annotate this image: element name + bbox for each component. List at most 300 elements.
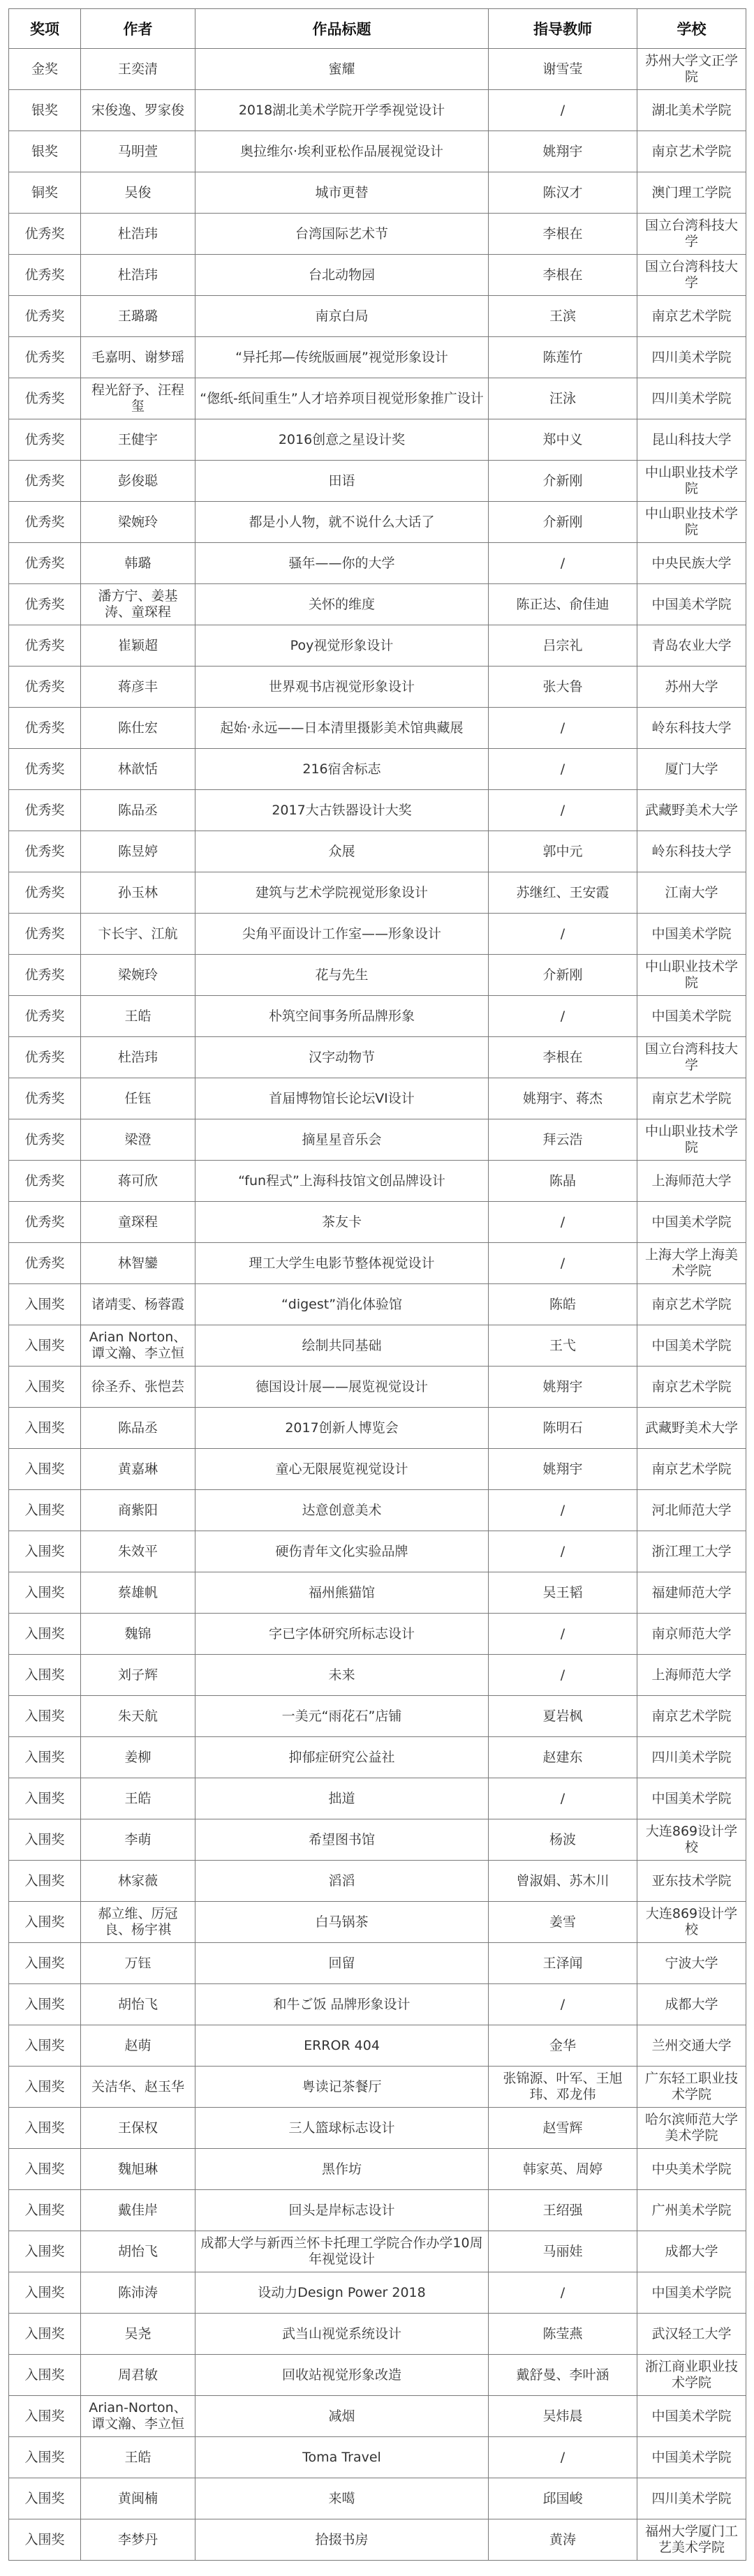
- cell-author: 关洁华、赵玉华: [81, 2067, 195, 2108]
- cell-award: 入围奖: [9, 1531, 81, 1572]
- cell-instructor: 陈皓: [489, 1284, 637, 1325]
- table-row: [9, 255, 746, 296]
- table-row: [9, 1408, 746, 1449]
- cell-instructor: 王泽闻: [489, 1943, 637, 1984]
- cell-school: 中国美术学院: [637, 1778, 746, 1819]
- table-row: [9, 543, 746, 584]
- header-row: [9, 9, 746, 49]
- cell-author: 梁婉玲: [81, 955, 195, 996]
- cell-instructor: 夏岩枫: [489, 1696, 637, 1737]
- header-work-title: 作品标题: [195, 9, 489, 49]
- cell-school: 南京师范大学: [637, 1614, 746, 1655]
- cell-author: 姜柳: [81, 1737, 195, 1778]
- cell-work-title: 骚年——你的大学: [195, 543, 489, 584]
- cell-work-title: 理工大学生电影节整体视觉设计: [195, 1243, 489, 1284]
- cell-school: 昆山科技大学: [637, 419, 746, 461]
- cell-instructor: /: [489, 996, 637, 1037]
- cell-work-title: 汉字动物节: [195, 1037, 489, 1078]
- cell-work-title: 成都大学与新西兰怀卡托理工学院合作办学10周年视觉设计: [195, 2231, 489, 2272]
- cell-instructor: /: [489, 1531, 637, 1572]
- table-row: [9, 2231, 746, 2272]
- cell-work-title: 童心无限展览视觉设计: [195, 1449, 489, 1490]
- cell-author: 黄闽楠: [81, 2478, 195, 2519]
- cell-work-title: 希望图书馆: [195, 1819, 489, 1861]
- cell-award: 入围奖: [9, 1572, 81, 1614]
- table-row: [9, 2519, 746, 2561]
- table-row: [9, 378, 746, 419]
- cell-author: 李萌: [81, 1819, 195, 1861]
- cell-award: 入围奖: [9, 1325, 81, 1367]
- cell-work-title: 设动力Design Power 2018: [195, 2272, 489, 2314]
- cell-school: 福建师范大学: [637, 1572, 746, 1614]
- cell-author: 吴尧: [81, 2314, 195, 2355]
- cell-school: 国立台湾科技大学: [637, 214, 746, 255]
- cell-school: 中山职业技术学院: [637, 955, 746, 996]
- cell-work-title: “偬纸-纸间重生”人才培养项目视觉形象推广设计: [195, 378, 489, 419]
- cell-work-title: 台北动物园: [195, 255, 489, 296]
- cell-instructor: 拜云浩: [489, 1119, 637, 1161]
- header-award: 奖项: [9, 9, 81, 49]
- cell-instructor: 金华: [489, 2025, 637, 2067]
- cell-work-title: 绘制共同基础: [195, 1325, 489, 1367]
- cell-school: 河北师范大学: [637, 1490, 746, 1531]
- cell-work-title: 2017创新人博览会: [195, 1408, 489, 1449]
- cell-school: 南京艺术学院: [637, 131, 746, 172]
- cell-instructor: 吕宗礼: [489, 625, 637, 667]
- cell-author: 卞长宇、江航: [81, 914, 195, 955]
- cell-author: 任钰: [81, 1078, 195, 1119]
- cell-author: 陈昱婷: [81, 831, 195, 872]
- cell-school: 浙江理工大学: [637, 1531, 746, 1572]
- table-row: [9, 872, 746, 914]
- cell-award: 入围奖: [9, 1367, 81, 1408]
- cell-award: 入围奖: [9, 2437, 81, 2478]
- table-row: [9, 1655, 746, 1696]
- cell-author: 万钰: [81, 1943, 195, 1984]
- cell-work-title: 首届博物馆长论坛VI设计: [195, 1078, 489, 1119]
- cell-work-title: 白马锅茶: [195, 1902, 489, 1943]
- cell-instructor: 陈莲竹: [489, 337, 637, 378]
- table-row: [9, 1243, 746, 1284]
- cell-instructor: 姚翔宇: [489, 1449, 637, 1490]
- cell-award: 优秀奖: [9, 461, 81, 502]
- cell-instructor: 汪泳: [489, 378, 637, 419]
- cell-school: 上海大学上海美术学院: [637, 1243, 746, 1284]
- cell-work-title: 三人篮球标志设计: [195, 2108, 489, 2149]
- cell-instructor: 姚翔宇: [489, 131, 637, 172]
- cell-award: 优秀奖: [9, 584, 81, 625]
- cell-award: 优秀奖: [9, 502, 81, 543]
- cell-award: 金奖: [9, 49, 81, 90]
- table-row: [9, 296, 746, 337]
- cell-work-title: 字已字体研究所标志设计: [195, 1614, 489, 1655]
- cell-instructor: 黄涛: [489, 2519, 637, 2561]
- cell-school: 宁波大学: [637, 1943, 746, 1984]
- cell-instructor: /: [489, 790, 637, 831]
- cell-work-title: 世界观书店视觉形象设计: [195, 667, 489, 708]
- cell-school: 中国美术学院: [637, 584, 746, 625]
- table-row: [9, 1819, 746, 1861]
- cell-instructor: 马丽娃: [489, 2231, 637, 2272]
- cell-work-title: “digest”消化体验馆: [195, 1284, 489, 1325]
- table-row: [9, 1531, 746, 1572]
- cell-instructor: 介新刚: [489, 461, 637, 502]
- cell-school: 厦门大学: [637, 749, 746, 790]
- cell-award: 优秀奖: [9, 749, 81, 790]
- cell-award: 入围奖: [9, 2314, 81, 2355]
- cell-award: 入围奖: [9, 2396, 81, 2437]
- cell-work-title: 黑作坊: [195, 2149, 489, 2190]
- cell-instructor: 姚翔宇: [489, 1367, 637, 1408]
- cell-school: 江南大学: [637, 872, 746, 914]
- cell-school: 中国美术学院: [637, 2396, 746, 2437]
- cell-author: 朱效平: [81, 1531, 195, 1572]
- cell-work-title: 德国设计展——展览视觉设计: [195, 1367, 489, 1408]
- cell-award: 优秀奖: [9, 296, 81, 337]
- cell-school: 中国美术学院: [637, 2437, 746, 2478]
- cell-school: 中央美术学院: [637, 2149, 746, 2190]
- cell-author: 林家薇: [81, 1861, 195, 1902]
- cell-award: 优秀奖: [9, 1119, 81, 1161]
- cell-author: 杜浩玮: [81, 214, 195, 255]
- table-row: [9, 1119, 746, 1161]
- cell-author: 陈品丞: [81, 1408, 195, 1449]
- cell-school: 四川美术学院: [637, 1737, 746, 1778]
- cell-award: 优秀奖: [9, 955, 81, 996]
- cell-school: 湖北美术学院: [637, 90, 746, 131]
- cell-author: 梁澄: [81, 1119, 195, 1161]
- cell-school: 广州美术学院: [637, 2190, 746, 2231]
- cell-work-title: 茶友卡: [195, 1202, 489, 1243]
- cell-work-title: 建筑与艺术学院视觉形象设计: [195, 872, 489, 914]
- cell-instructor: 戴舒曼、李叶涵: [489, 2355, 637, 2396]
- table-row: [9, 131, 746, 172]
- cell-school: 福州大学厦门工艺美术学院: [637, 2519, 746, 2561]
- cell-work-title: 和牛ご饭 品牌形象设计: [195, 1984, 489, 2025]
- cell-award: 入围奖: [9, 1614, 81, 1655]
- cell-work-title: 硬伤青年文化实验品牌: [195, 1531, 489, 1572]
- cell-school: 中山职业技术学院: [637, 1119, 746, 1161]
- cell-instructor: 姜雪: [489, 1902, 637, 1943]
- cell-author: 林歆恬: [81, 749, 195, 790]
- table-row: [9, 625, 746, 667]
- cell-instructor: /: [489, 1984, 637, 2025]
- cell-award: 优秀奖: [9, 337, 81, 378]
- cell-award: 入围奖: [9, 1696, 81, 1737]
- cell-author: 胡怡飞: [81, 1984, 195, 2025]
- table-row: [9, 1614, 746, 1655]
- cell-author: 林智鑾: [81, 1243, 195, 1284]
- cell-instructor: /: [489, 1490, 637, 1531]
- cell-school: 成都大学: [637, 2231, 746, 2272]
- cell-author: 崔颖超: [81, 625, 195, 667]
- cell-school: 四川美术学院: [637, 378, 746, 419]
- cell-author: 朱天航: [81, 1696, 195, 1737]
- cell-instructor: /: [489, 1243, 637, 1284]
- cell-instructor: 陈汉才: [489, 172, 637, 214]
- cell-award: 入围奖: [9, 1490, 81, 1531]
- cell-award: 入围奖: [9, 1819, 81, 1861]
- cell-work-title: 抑郁症研究公益社: [195, 1737, 489, 1778]
- table-row: [9, 584, 746, 625]
- cell-school: 南京艺术学院: [637, 1078, 746, 1119]
- cell-award: 入围奖: [9, 2272, 81, 2314]
- cell-instructor: 李根在: [489, 214, 637, 255]
- table-row: [9, 1490, 746, 1531]
- table-row: [9, 49, 746, 90]
- table-row: [9, 1696, 746, 1737]
- table-header: [9, 9, 746, 49]
- cell-author: 梁婉玲: [81, 502, 195, 543]
- cell-school: 中央民族大学: [637, 543, 746, 584]
- cell-instructor: 陈晶: [489, 1161, 637, 1202]
- cell-award: 银奖: [9, 90, 81, 131]
- table-row: [9, 831, 746, 872]
- cell-work-title: 拙道: [195, 1778, 489, 1819]
- cell-instructor: /: [489, 1614, 637, 1655]
- cell-award: 入围奖: [9, 2067, 81, 2108]
- cell-school: 武汉轻工大学: [637, 2314, 746, 2355]
- cell-award: 入围奖: [9, 2519, 81, 2561]
- table-row: [9, 2314, 746, 2355]
- cell-work-title: 2018湖北美术学院开学季视觉设计: [195, 90, 489, 131]
- cell-instructor: /: [489, 1778, 637, 1819]
- cell-award: 入围奖: [9, 2190, 81, 2231]
- table-row: [9, 1325, 746, 1367]
- cell-author: 王璐璐: [81, 296, 195, 337]
- table-row: [9, 461, 746, 502]
- cell-work-title: 南京白局: [195, 296, 489, 337]
- cell-school: 中国美术学院: [637, 1202, 746, 1243]
- cell-school: 成都大学: [637, 1984, 746, 2025]
- cell-award: 入围奖: [9, 1943, 81, 1984]
- cell-school: 南京艺术学院: [637, 1449, 746, 1490]
- cell-award: 优秀奖: [9, 831, 81, 872]
- cell-author: 戴佳岸: [81, 2190, 195, 2231]
- table-row: [9, 2108, 746, 2149]
- cell-work-title: 朴筑空间事务所品牌形象: [195, 996, 489, 1037]
- table-row: [9, 1078, 746, 1119]
- cell-school: 国立台湾科技大学: [637, 255, 746, 296]
- table-row: [9, 708, 746, 749]
- cell-work-title: 2017大古铁器设计大奖: [195, 790, 489, 831]
- cell-school: 四川美术学院: [637, 2478, 746, 2519]
- cell-work-title: 回头是岸标志设计: [195, 2190, 489, 2231]
- cell-instructor: 陈正达、俞佳迪: [489, 584, 637, 625]
- cell-award: 优秀奖: [9, 1161, 81, 1202]
- table-row: [9, 2190, 746, 2231]
- cell-award: 入围奖: [9, 1449, 81, 1490]
- cell-school: 国立台湾科技大学: [637, 1037, 746, 1078]
- table-row: [9, 90, 746, 131]
- cell-award: 优秀奖: [9, 996, 81, 1037]
- cell-work-title: 回留: [195, 1943, 489, 1984]
- table-row: [9, 2396, 746, 2437]
- cell-instructor: 王滨: [489, 296, 637, 337]
- cell-author: 刘子辉: [81, 1655, 195, 1696]
- cell-award: 优秀奖: [9, 543, 81, 584]
- cell-instructor: /: [489, 1202, 637, 1243]
- table-row: [9, 172, 746, 214]
- cell-author: 周君敏: [81, 2355, 195, 2396]
- cell-work-title: 奥拉维尔·埃利亚松作品展视觉设计: [195, 131, 489, 172]
- cell-work-title: 众展: [195, 831, 489, 872]
- cell-instructor: 介新刚: [489, 955, 637, 996]
- table-row: [9, 914, 746, 955]
- cell-award: 优秀奖: [9, 419, 81, 461]
- cell-award: 入围奖: [9, 1902, 81, 1943]
- cell-award: 优秀奖: [9, 914, 81, 955]
- cell-author: Arian-Norton、谭文瀚、李立恒: [81, 2396, 195, 2437]
- cell-author: 诸靖雯、杨蓉霞: [81, 1284, 195, 1325]
- cell-school: 上海师范大学: [637, 1655, 746, 1696]
- cell-award: 银奖: [9, 131, 81, 172]
- cell-instructor: 陈莹燕: [489, 2314, 637, 2355]
- cell-school: 岭东科技大学: [637, 831, 746, 872]
- table-row: [9, 214, 746, 255]
- cell-school: 上海师范大学: [637, 1161, 746, 1202]
- cell-author: Arian Norton、谭文瀚、李立恒: [81, 1325, 195, 1367]
- cell-instructor: 赵建东: [489, 1737, 637, 1778]
- table-row: [9, 2355, 746, 2396]
- header-instructor: 指导教师: [489, 9, 637, 49]
- cell-instructor: 吴炜晨: [489, 2396, 637, 2437]
- cell-school: 澳门理工学院: [637, 172, 746, 214]
- cell-instructor: 陈明石: [489, 1408, 637, 1449]
- cell-school: 青岛农业大学: [637, 625, 746, 667]
- cell-school: 岭东科技大学: [637, 708, 746, 749]
- cell-work-title: ERROR 404: [195, 2025, 489, 2067]
- cell-author: 童琛程: [81, 1202, 195, 1243]
- cell-work-title: 拾掇书房: [195, 2519, 489, 2561]
- cell-award: 优秀奖: [9, 872, 81, 914]
- table-row: [9, 2025, 746, 2067]
- header-author: 作者: [81, 9, 195, 49]
- table-row: [9, 1737, 746, 1778]
- cell-instructor: /: [489, 2437, 637, 2478]
- table-row: [9, 1284, 746, 1325]
- cell-author: 杜浩玮: [81, 255, 195, 296]
- cell-work-title: 福州熊猫馆: [195, 1572, 489, 1614]
- cell-work-title: 台湾国际艺术节: [195, 214, 489, 255]
- cell-work-title: 花与先生: [195, 955, 489, 996]
- table-row: [9, 2067, 746, 2108]
- cell-author: 宋俊逸、罗家俊: [81, 90, 195, 131]
- cell-school: 苏州大学: [637, 667, 746, 708]
- cell-author: 王健宇: [81, 419, 195, 461]
- cell-instructor: 邱国峻: [489, 2478, 637, 2519]
- cell-instructor: 张锦源、叶军、王旭玮、邓龙伟: [489, 2067, 637, 2108]
- cell-author: 潘方宁、姜基涛、童琛程: [81, 584, 195, 625]
- cell-award: 优秀奖: [9, 790, 81, 831]
- cell-instructor: 郭中元: [489, 831, 637, 872]
- table-row: [9, 1984, 746, 2025]
- cell-instructor: /: [489, 914, 637, 955]
- cell-author: 陈沛涛: [81, 2272, 195, 2314]
- cell-school: 武藏野美术大学: [637, 790, 746, 831]
- cell-author: 马明萱: [81, 131, 195, 172]
- cell-instructor: 谢雪莹: [489, 49, 637, 90]
- cell-author: 韩璐: [81, 543, 195, 584]
- cell-author: 李梦丹: [81, 2519, 195, 2561]
- cell-author: 魏锦: [81, 1614, 195, 1655]
- cell-school: 中国美术学院: [637, 2272, 746, 2314]
- table-row: [9, 667, 746, 708]
- table-row: [9, 1572, 746, 1614]
- header-school: 学校: [637, 9, 746, 49]
- cell-author: 蒋可欣: [81, 1161, 195, 1202]
- cell-school: 中山职业技术学院: [637, 461, 746, 502]
- cell-school: 南京艺术学院: [637, 1696, 746, 1737]
- cell-school: 广东轻工职业技术学院: [637, 2067, 746, 2108]
- cell-work-title: 武当山视觉系统设计: [195, 2314, 489, 2355]
- cell-award: 优秀奖: [9, 625, 81, 667]
- cell-instructor: 曾淑娟、苏木川: [489, 1861, 637, 1902]
- cell-work-title: Poy视觉形象设计: [195, 625, 489, 667]
- cell-award: 优秀奖: [9, 214, 81, 255]
- cell-work-title: 粤读记茶餐厅: [195, 2067, 489, 2108]
- cell-author: 陈品丞: [81, 790, 195, 831]
- cell-award: 优秀奖: [9, 1078, 81, 1119]
- cell-instructor: 王弋: [489, 1325, 637, 1367]
- cell-school: 大连869设计学校: [637, 1819, 746, 1861]
- cell-work-title: 尖角平面设计工作室——形象设计: [195, 914, 489, 955]
- cell-award: 优秀奖: [9, 667, 81, 708]
- cell-author: 毛嘉明、谢梦瑶: [81, 337, 195, 378]
- cell-author: 王皓: [81, 996, 195, 1037]
- cell-instructor: 王绍强: [489, 2190, 637, 2231]
- cell-work-title: 减烟: [195, 2396, 489, 2437]
- cell-instructor: /: [489, 749, 637, 790]
- cell-author: 胡怡飞: [81, 2231, 195, 2272]
- award-table: [8, 8, 746, 2561]
- cell-award: 优秀奖: [9, 378, 81, 419]
- cell-author: 郝立维、厉冠良、杨宇祺: [81, 1902, 195, 1943]
- cell-award: 优秀奖: [9, 1202, 81, 1243]
- cell-work-title: 达意创意美术: [195, 1490, 489, 1531]
- cell-author: 王皓: [81, 1778, 195, 1819]
- cell-work-title: 都是小人物，就不说什么大话了: [195, 502, 489, 543]
- cell-instructor: /: [489, 90, 637, 131]
- cell-work-title: 滔滔: [195, 1861, 489, 1902]
- table-row: [9, 1161, 746, 1202]
- cell-instructor: /: [489, 2272, 637, 2314]
- cell-author: 蔡雄帆: [81, 1572, 195, 1614]
- cell-author: 孙玉林: [81, 872, 195, 914]
- table-row: [9, 1902, 746, 1943]
- cell-work-title: 起始·永远——日本清里摄影美术馆典藏展: [195, 708, 489, 749]
- award-table-container: [8, 8, 746, 2561]
- cell-author: 王皓: [81, 2437, 195, 2478]
- cell-award: 优秀奖: [9, 255, 81, 296]
- cell-work-title: 田语: [195, 461, 489, 502]
- cell-instructor: 吴王韬: [489, 1572, 637, 1614]
- cell-school: 哈尔滨师范大学美术学院: [637, 2108, 746, 2149]
- cell-award: 入围奖: [9, 2149, 81, 2190]
- cell-school: 苏州大学文正学院: [637, 49, 746, 90]
- table-row: [9, 2272, 746, 2314]
- cell-author: 徐圣乔、张恺芸: [81, 1367, 195, 1408]
- cell-author: 蒋彦丰: [81, 667, 195, 708]
- cell-award: 入围奖: [9, 1408, 81, 1449]
- cell-instructor: /: [489, 543, 637, 584]
- cell-author: 吴俊: [81, 172, 195, 214]
- cell-award: 入围奖: [9, 2025, 81, 2067]
- cell-award: 优秀奖: [9, 1243, 81, 1284]
- cell-school: 中山职业技术学院: [637, 502, 746, 543]
- table-row: [9, 1861, 746, 1902]
- table-row: [9, 1202, 746, 1243]
